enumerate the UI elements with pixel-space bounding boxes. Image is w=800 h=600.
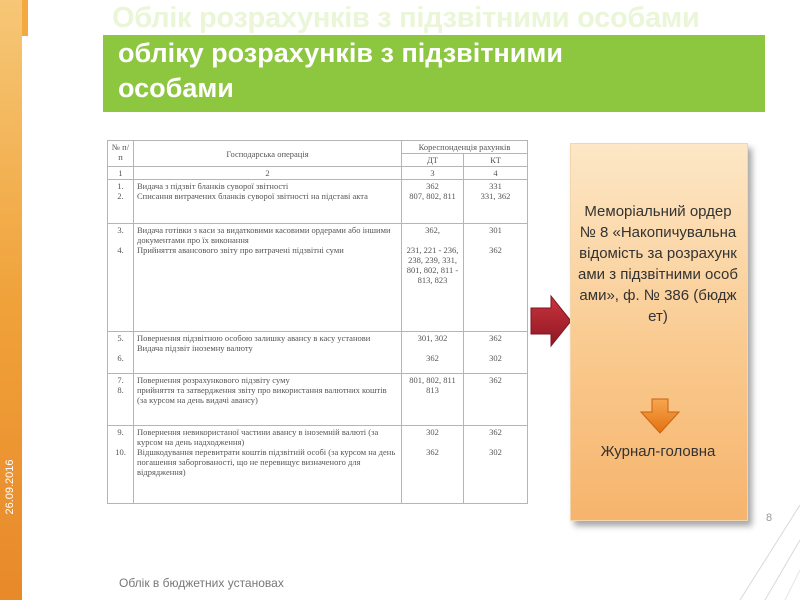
row-num: 3. 4. — [108, 224, 134, 332]
row-dt: 362, 231, 221 - 236, 238, 239, 331, 801, 802, 811 - 813, 823 — [402, 224, 464, 332]
header-kt: КТ — [464, 154, 528, 167]
title-line-3: особами — [118, 73, 234, 103]
row-kt: 301 362 — [464, 224, 528, 332]
row-num: 7. 8. — [108, 374, 134, 426]
row-num: 9. 10. — [108, 426, 134, 504]
corner-decoration — [730, 485, 800, 600]
journal-label: Журнал-головна — [600, 443, 716, 460]
row-operation: Видача готівки з каси за видатковими касовими ордерами або іншими документами про їх виконання Прийняття авансового звіту про витрачені підзвітні суми — [134, 224, 402, 332]
row-num: 5. 6. — [108, 332, 134, 374]
row-num: 1. 2. — [108, 180, 134, 224]
header-correspondence: Кореспонденція рахунків — [402, 141, 528, 154]
header-idx-1: 1 — [108, 167, 134, 180]
row-kt: 362 302 — [464, 332, 528, 374]
title-line-2: обліку розрахунків з підзвітними — [118, 38, 563, 68]
table-row — [108, 374, 528, 426]
journal-table — [107, 140, 528, 504]
row-dt: 801, 802, 811 813 — [402, 374, 464, 426]
row-operation: Повернення підзвітною особою залишку авансу в касу установи Видача підзвіт іноземну валюту — [134, 332, 402, 374]
page-number: 8 — [766, 512, 773, 524]
card-text: Меморіальний ордер № 8 «Накопичувальна відомість за розрахунками з підзвітними особами», ф. № 386 (бюджет) — [578, 203, 738, 325]
row-operation: Повернення розрахункового підзвіту суму прийняття та затвердження звіту про використання валютних коштів (за курсом на день видачі авансу) — [134, 374, 402, 426]
arrow-down-icon — [640, 398, 680, 434]
row-kt: 331 331, 362 — [464, 180, 528, 224]
title-line-faded: Облік розрахунків з підзвітними особами — [112, 2, 700, 34]
table-row — [108, 180, 528, 224]
header-idx-2: 2 — [134, 167, 402, 180]
table-row — [108, 224, 528, 332]
row-operation: Повернення невикористаної частини авансу в іноземній валюті (за курсом на день надходження) Відшкодування перевитрати коштів підзвітній особі (за курсом на день погашення заборгованості, що не перевищує визначеного для відрядження) — [134, 426, 402, 504]
memorial-order-card — [570, 143, 748, 521]
row-dt: 302 362 — [402, 426, 464, 504]
arrow-right-icon — [529, 294, 573, 348]
top-accent — [22, 0, 28, 36]
slide-date: 26.09.2016 — [4, 459, 16, 515]
header-idx-3: 3 — [402, 167, 464, 180]
row-dt: 362 807, 802, 811 — [402, 180, 464, 224]
row-operation: Видача з підзвіт бланків суворої звітності Списання витрачених бланків суворої звітності на підставі акта — [134, 180, 402, 224]
table-row — [108, 426, 528, 504]
journal-table-image — [107, 140, 527, 518]
header-operation: Господарська операція — [134, 141, 402, 167]
header-idx-4: 4 — [464, 167, 528, 180]
header-num: № п/п — [108, 141, 134, 167]
table-row — [108, 332, 528, 374]
row-kt: 362 — [464, 374, 528, 426]
footer-text: Облік в бюджетних установах — [119, 576, 284, 590]
header-dt: ДТ — [402, 154, 464, 167]
row-kt: 362 302 — [464, 426, 528, 504]
row-dt: 301, 302 362 — [402, 332, 464, 374]
